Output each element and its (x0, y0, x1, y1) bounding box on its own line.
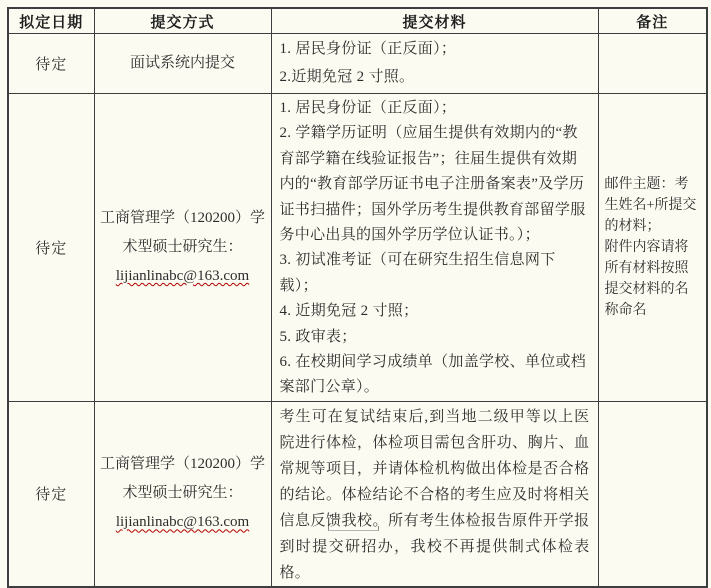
table-header-row (8, 8, 707, 34)
material-item: 2. 学籍学历证明（应届生提供有效期内的“教育部学籍在线验证报告”；往届生提供有效期内的“教育部学历证书电子注册备案表”及学历证书扫描件；国外学历考生提供教育部留学服务中心出具的国外学历学位认证书。）； (279, 125, 586, 244)
physical-exam-instructions: 考生可在复试结束后,到当地二级甲等以上医院进行体检，体检项目需包含肝功、胸片、血常规等项目，并请体检机构做出体检是否合格的结论。体检结论不合格的考生应及时将相关信息反馈我校。所有考生体检报告原件开学报到时提交研招办，我校不再提供制式体检表格。 (279, 408, 590, 581)
method-program-label: 工商管理学（120200）学术型硕士研究生： (99, 456, 265, 502)
submission-requirements-table (7, 7, 708, 588)
materials-cell (271, 34, 598, 94)
date-cell: 待定 (8, 94, 94, 402)
submission-email: lijianlinabc@163.com (115, 514, 250, 531)
materials-cell (271, 94, 598, 402)
remark-cell (598, 34, 707, 94)
remark-cell (598, 94, 707, 402)
materials-cell (271, 401, 598, 587)
cropped-next-element-fragment (328, 526, 379, 531)
material-item: 5. 政审表； (279, 328, 357, 345)
header-cell-materials: 提交材料 (271, 8, 598, 34)
method-program-label: 工商管理学（120200）学术型硕士研究生： (99, 209, 265, 255)
remark-line: 邮件主题：考生姓名+所提交的材料； (604, 176, 697, 234)
date-cell: 待定 (8, 401, 94, 587)
header-cell-method: 提交方式 (94, 8, 271, 34)
material-item: 4. 近期免冠 2 寸照； (279, 303, 419, 320)
submission-email: lijianlinabc@163.com (115, 267, 250, 284)
header-cell-date: 拟定日期 (8, 8, 94, 34)
material-item: 1. 居民身份证（正反面）； (279, 100, 457, 116)
table-row (8, 401, 707, 587)
method-cell (94, 94, 271, 402)
material-item: 3. 初试准考证（可在研究生招生信息网下载）； (279, 252, 556, 294)
remark-cell (598, 401, 707, 587)
header-cell-remark: 备注 (598, 8, 707, 34)
table-row (8, 94, 707, 402)
method-cell: 面试系统内提交 (94, 34, 271, 94)
material-item: 6. 在校期间学习成绩单（加盖学校、单位或档案部门公章）。 (279, 354, 587, 396)
material-item: 1. 居民身份证（正反面）； (279, 41, 457, 57)
method-cell (94, 401, 271, 587)
material-item: 2.近期免冠 2 寸照。 (279, 68, 415, 85)
remark-line: 附件内容请将所有材料按照提交材料的名称命名 (604, 239, 689, 318)
table-row (8, 34, 707, 94)
date-cell: 待定 (8, 34, 94, 94)
